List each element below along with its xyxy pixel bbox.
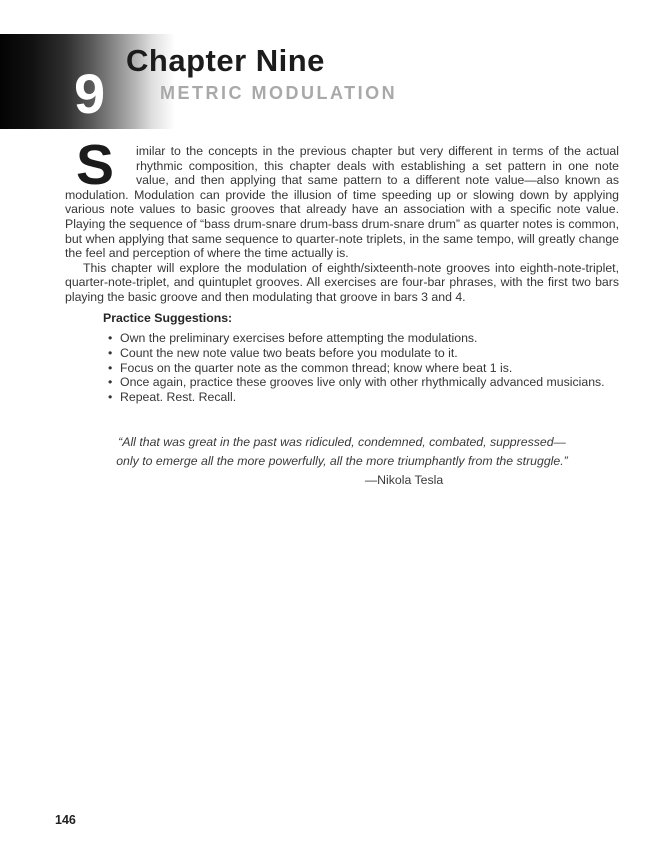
drop-cap-letter: S: [76, 133, 113, 197]
quote-line: “All that was great in the past was ridiculed, condemned, combated, suppressed—: [118, 434, 566, 449]
chapter-label: Chapter Nine: [126, 43, 325, 78]
chapter-number: 9: [74, 62, 105, 125]
list-item: [108, 361, 619, 376]
second-paragraph: This chapter will explore the modulation of eighth/sixteenth-note grooves into eighth-note-triplet, quarter-note-triplet, and quintuplet grooves. All exercises are four-bar phrases, with the first two bars playing the basic groove and then modulating that groove in bars 3 and 4.: [65, 260, 619, 304]
list-item-text: Count the new note value two beats before you modulate to it.: [120, 345, 458, 360]
list-item: [108, 346, 619, 361]
quote-line: only to emerge all the more powerfully, all the more triumphantly from the struggle.”: [116, 453, 568, 468]
bullet-icon: •: [108, 331, 113, 346]
list-item-text: Repeat. Rest. Recall.: [120, 389, 237, 404]
bullet-icon: •: [108, 375, 113, 390]
intro-paragraph-text: imilar to the concepts in the previous chapter but very different in terms of the actual rhythmic composition, this chapter deals with establishing a set pattern in one note value, and then applying that same pattern to a different note value—also known as modulation. Modulation can provide the illusion of time speeding up or slowing down by applying various note values to basic grooves that already have an association with a specific note value. Playing the sequence of “bass drum-snare drum-bass drum-snare drum” as quarter notes is common, but when applying that same sequence to quarter-note triplets, in the same tempo, will greatly change the feel and perception of where the time actually is.: [65, 144, 619, 261]
list-item-text: Own the preliminary exercises before attempting the modulations.: [120, 331, 478, 346]
bullet-icon: •: [108, 389, 113, 404]
bullet-icon: •: [108, 345, 113, 360]
drop-cap-box: [65, 133, 136, 197]
quote-attribution: —Nikola Tesla: [364, 472, 444, 487]
list-item: [108, 375, 619, 390]
practice-suggestions-heading: Practice Suggestions:: [103, 310, 233, 325]
list-item-text: Once again, practice these grooves live only with other rhythmically advanced musicians.: [120, 375, 605, 390]
page-number: 146: [55, 813, 76, 827]
list-item: [108, 331, 619, 346]
bullet-icon: •: [108, 360, 113, 375]
body-content: [65, 133, 619, 490]
list-item-text: Focus on the quarter note as the common thread; know where beat 1 is.: [120, 360, 513, 375]
chapter-title: METRIC MODULATION: [160, 83, 398, 103]
intro-paragraph: [65, 133, 619, 261]
list-item: [108, 390, 619, 405]
epigraph-quote: [65, 433, 619, 490]
practice-suggestions-list: [108, 331, 619, 405]
